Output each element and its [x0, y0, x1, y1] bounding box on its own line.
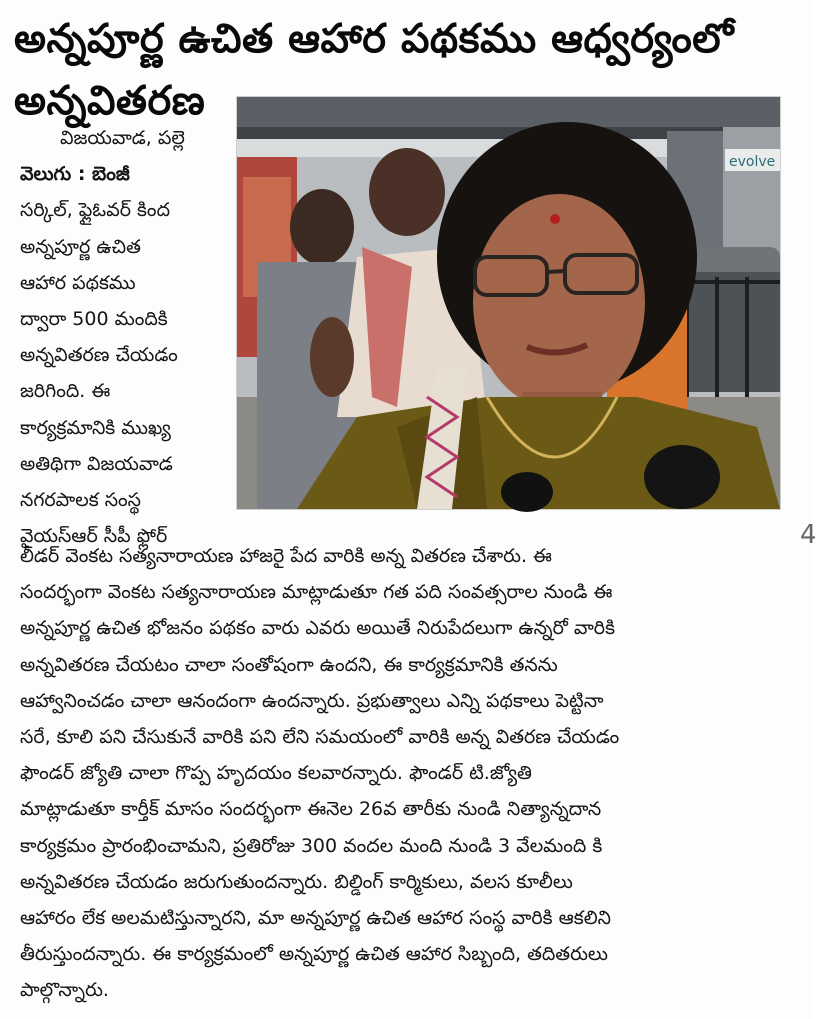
text-line: సరే, కూలి పని చేసుకునే వారికి పని లేని సమయంలో వారికి అన్న వితరణ చేయడం [20, 725, 620, 748]
text-line: పాల్గొన్నారు. [20, 979, 109, 1002]
text-line: ద్వారా 500 మందికి [20, 307, 168, 330]
text-line: జరిగింది. ఈ [20, 380, 111, 403]
text-line: విజయవాడ, పల్లె [60, 127, 185, 149]
text-line: కార్యక్రమం ప్రారంభించామని, ప్రతిరోజు 300 వందల మంది నుండి 3 వేలమంది కి [20, 834, 603, 857]
text-line: ఆహార పథకము [20, 271, 136, 294]
text-line: ఆహారం లేక అలమటిస్తున్నారని, మా అన్నపూర్ణ ఉచిత ఆహార సంస్థ వారికి ఆకలిని [20, 906, 611, 929]
text-line: అన్నవితరణ చేయడం జరుగుతుందన్నారు. బిల్డింగ్ కార్మికులు, వలస కూలీలు [20, 870, 573, 893]
text-line: సందర్భంగా వెంకట సత్యనారాయణ మాట్లాడుతూ గత పది సంవత్సరాల నుండి ఈ [20, 581, 613, 604]
text-line: సర్కిల్, ఫ్లైఓవర్ కింద [20, 199, 170, 222]
headline-line-1: అన్నపూర్ణ ఉచిత ఆహార పథకము ఆధ్వర్యంలో [14, 16, 734, 62]
text-line: ఆహ్వానించడం చాలా ఆనందంగా ఉందన్నారు. ప్రభుత్వాలు ఎన్ని పథకాలు పెట్టినా [20, 689, 604, 712]
text-line: లీడర్ వెంకట సత్యనారాయణ హాజరై పేద వారికి అన్న వితరణ చేశారు. ఈ [20, 545, 552, 567]
article-photo [236, 96, 781, 510]
headline-line-2: అన్నవితరణ [14, 78, 206, 124]
text-line: నగరపాలక సంస్థ [20, 488, 142, 511]
text-line: వెలుగు : బెంజీ [20, 163, 130, 186]
text-line: ఫౌండర్ జ్యోతి చాలా గొప్ప హృదయం కలవారన్నారు. ఫౌండర్ టి.జ్యోతి [20, 762, 532, 785]
article-body-narrow-column [20, 120, 225, 554]
evolve-sign: evolve [729, 154, 776, 170]
article-body-wide-column [20, 538, 800, 1008]
text-line: అన్నవితరణ చేయడం [20, 344, 178, 367]
text-line: కార్యక్రమానికి ముఖ్య [20, 416, 171, 439]
text-line: అన్నవితరణ చేయటం చాలా సంతోషంగా ఉందని, ఈ కార్యక్రమానికి తనను [20, 653, 558, 676]
text-line: అతిథిగా విజయవాడ [20, 452, 173, 475]
text-line: అన్నపూర్ణ ఉచిత భోజనం పథకం వారు ఎవరు అయితే నిరుపేదలుగా ఉన్నరో వారికి [20, 617, 615, 640]
text-line: అన్నపూర్ణ ఉచిత [20, 235, 141, 258]
text-line: వైయస్ఆర్ సీపీ ఫ్లోర్ [20, 525, 168, 548]
text-line: మాట్లాడుతూ కార్తీక్ మాసం సందర్భంగా ఈనెల 26వ తారీకు నుండి నిత్యాన్నదాన [20, 798, 602, 821]
text-line: తీరుస్తుందన్నారు. ఈ కార్యక్రమంలో అన్నపూర్ణ ఉచిత ఆహార సిబ్బంది, తదితరులు [20, 943, 608, 966]
page-edge-mark: 4 [800, 520, 817, 550]
